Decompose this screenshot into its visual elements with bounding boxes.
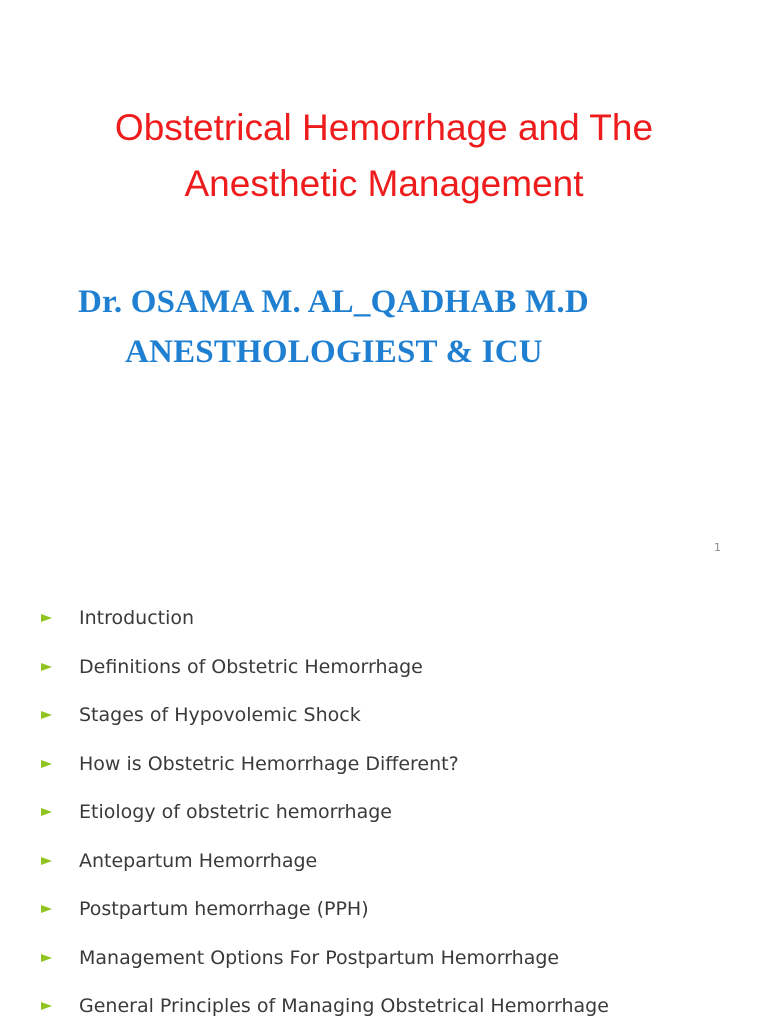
green-arrow-bullet-icon — [41, 663, 52, 671]
green-arrow-bullet-icon — [41, 857, 52, 865]
slide-title — [0, 100, 768, 212]
list-item-text: Etiology of obstetric hemorrhage — [79, 801, 392, 823]
list-item — [0, 799, 768, 829]
list-item-text: General Principles of Managing Obstetrical Hemorrhage — [79, 995, 609, 1017]
list-item-text: Postpartum hemorrhage (PPH) — [79, 898, 369, 920]
green-arrow-bullet-icon — [41, 954, 52, 962]
list-item-text: Definitions of Obstetric Hemorrhage — [79, 656, 423, 678]
green-arrow-bullet-icon — [41, 808, 52, 816]
outline-slide — [0, 594, 768, 1024]
list-item — [0, 896, 768, 926]
list-item-text: Management Options For Postpartum Hemorrhage — [79, 947, 560, 969]
slide-title-line-1: Obstetrical Hemorrhage and The — [114, 107, 654, 148]
page-number: 1 — [714, 541, 721, 554]
list-item-text: Antepartum Hemorrhage — [79, 850, 318, 872]
green-arrow-bullet-icon — [41, 905, 52, 913]
author-name: Dr. OSAMA M. AL_QADHAB M.D — [78, 284, 589, 320]
list-item — [0, 751, 768, 781]
slide-title-line-2: Anesthetic Management — [184, 163, 584, 204]
green-arrow-bullet-icon — [41, 614, 52, 622]
list-item — [0, 945, 768, 975]
author-specialty: ANESTHOLOGIEST & ICU — [125, 334, 543, 370]
list-item-text: How is Obstetric Hemorrhage Different? — [79, 753, 459, 775]
list-item — [0, 702, 768, 732]
list-item-text: Stages of Hypovolemic Shock — [79, 704, 361, 726]
green-arrow-bullet-icon — [41, 760, 52, 768]
list-item — [0, 993, 768, 1023]
list-item — [0, 605, 768, 635]
green-arrow-bullet-icon — [41, 711, 52, 719]
list-item — [0, 654, 768, 684]
list-item — [0, 848, 768, 878]
list-item-text: Introduction — [79, 607, 195, 629]
green-arrow-bullet-icon — [41, 1002, 52, 1010]
